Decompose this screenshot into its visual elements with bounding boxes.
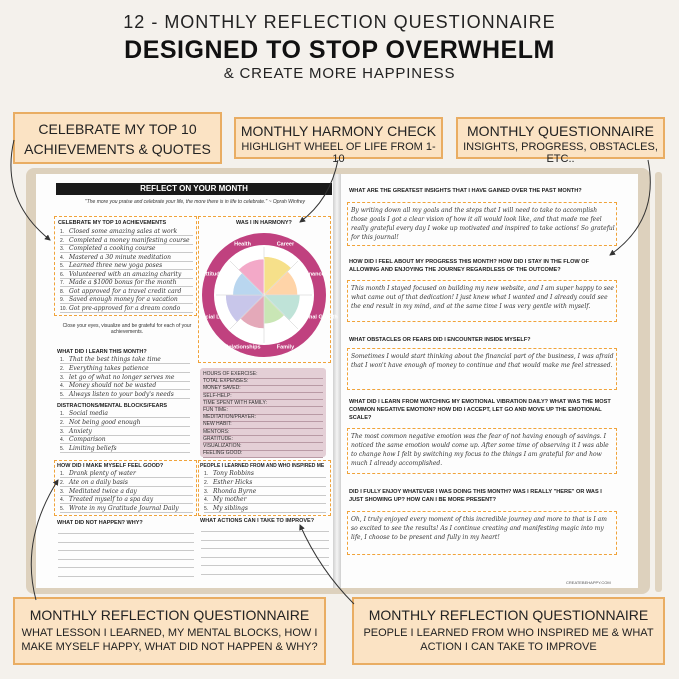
- tracker-item: HOURS OF EXERCISE:: [203, 371, 258, 377]
- achievement-item-number: 7.: [60, 280, 65, 286]
- block-item-number: 3.: [60, 428, 65, 435]
- happy-item-number: 5.: [60, 506, 65, 513]
- happy-item-number: 4.: [60, 497, 65, 504]
- tracker-item: FUN TIME:: [203, 407, 228, 413]
- achievement-item-number: 5.: [60, 263, 65, 269]
- answer-5: Oh, I truly enjoyed every moment of this incredible journey and more to that is I am so excited to see the results! As I continue creating and manifesting magic into my life, I choose to be present and fully in my heart!: [351, 516, 607, 541]
- achievement-item-number: 10.: [60, 305, 67, 312]
- learn-item-number: 3.: [60, 374, 65, 381]
- wheel-label: Social Life: [198, 314, 227, 321]
- achievement-item-number: 2.: [60, 237, 65, 244]
- happy-item: Drank plenty of water: [69, 470, 136, 477]
- happy-item-number: 2.: [60, 479, 65, 486]
- achievement-item: Completed a money manifesting course: [69, 236, 190, 244]
- arrow-achievements: [11, 140, 50, 240]
- people-item: Rhonda Byrne: [213, 487, 257, 495]
- harmony-title: WAS I IN HARMONY?: [236, 220, 292, 226]
- callout-reflection-left-title: MONTHLY REFLECTION QUESTIONNAIRE: [29, 607, 310, 623]
- tracker-item: TOTAL EXPENSES:: [203, 378, 249, 385]
- tracker-item: NEW HABIT:: [203, 421, 232, 428]
- answer-1: By writing down all my goals and the steps that I will need to take to accomplish those goals I got a clear vision of how it all would look like, and that made me feel really grateful every day I woke up motivated and inspired to take actions! So grateful for this journal!: [351, 207, 615, 241]
- callout-reflection-right-title: MONTHLY REFLECTION QUESTIONNAIRE: [368, 607, 649, 623]
- achievement-item: Saved enough money for a vacation: [69, 296, 178, 303]
- achievement-item: Mastered a 30 minute meditation: [69, 253, 171, 261]
- learn-item-number: 5.: [60, 392, 65, 399]
- people-item: My siblings: [213, 505, 248, 513]
- learn-item: Money should not be wasted: [69, 382, 157, 390]
- quote: "The more you praise and celebrate your life, the more there is in life to celebrate." ~ Oprah Winfrey: [84, 199, 306, 205]
- question-2: HOW DID I FEEL ABOUT MY PROGRESS THIS MONTH? HOW DID I STAY IN THE FLOW OF ALLOWING AND ENJOYING THE JOURNEY REGARDLESS OF THE OUTCOME?: [349, 259, 590, 273]
- header-line-1: 12 - MONTHLY REFLECTION QUESTIONNAIRE: [123, 12, 556, 32]
- arrow-questionnaire: [610, 160, 650, 255]
- achievement-item-number: 9.: [60, 297, 65, 303]
- learn-item: let go of what no longer serves me: [69, 373, 175, 381]
- block-item: Not being good enough: [69, 418, 141, 426]
- answer-4: The most common negative emotion was the fear of not having enough of savings. I noticed the same emotion would come up. After some time of observing it I was able to change how I felt by switching my focus to the things I am grateful for and how much I already accomplished.: [351, 433, 609, 467]
- block-item-number: 1.: [60, 411, 65, 417]
- happy-item: Wrote in my Gratitude Journal Daily: [69, 505, 179, 513]
- learn-item: That the best things take time: [69, 356, 161, 363]
- people-item-number: 2.: [204, 479, 209, 486]
- wheel-label: Career: [276, 241, 295, 248]
- close-eyes-note: Close your eyes, visualize and be grateful for each of your achievements.: [62, 323, 192, 335]
- achievement-item: Completed a cooking course: [69, 245, 156, 252]
- question-5: DID I FULLY ENJOY WHATEVER I WAS DOING THIS MONTH? WAS I REALLY "HERE" OR WAS I JUST SHOWING UP? HOW CAN I BE MORE PRESENT?: [349, 489, 602, 503]
- people-item: Tony Robbins: [213, 470, 254, 477]
- block-item: Comparison: [69, 436, 106, 444]
- footer-url: CREATEBEHAPPY.COM: [566, 580, 611, 585]
- arrow-reflection-left: [31, 480, 58, 600]
- tracker-item: TIME SPENT WITH FAMILY:: [203, 399, 267, 406]
- learn-item-number: 4.: [60, 383, 65, 390]
- people-item-number: 5.: [204, 506, 209, 513]
- actions-title: WHAT ACTIONS CAN I TAKE TO IMPROVE?: [200, 518, 315, 524]
- callout-achievements-text: CELEBRATE MY TOP 10 ACHIEVEMENTS & QUOTES: [24, 121, 211, 157]
- arrow-reflection-right: [300, 525, 354, 604]
- achievement-item-number: 1.: [60, 229, 65, 235]
- happy-item-number: 3.: [60, 488, 65, 495]
- arrow-harmony: [300, 160, 338, 222]
- question-1: WHAT ARE THE GREATEST INSIGHTS THAT I HAVE GAINED OVER THE PAST MONTH?: [349, 188, 582, 194]
- achievements-title: CELEBRATE MY TOP 10 ACHIEVEMENTS: [58, 220, 167, 226]
- block-item: Limiting beliefs: [69, 445, 117, 453]
- question-3: WHAT OBSTACLES OR FEARS DID I ENCOUNTER INSIDE MYSELF?: [349, 337, 531, 343]
- wheel-label: Family: [276, 344, 295, 351]
- callout-questionnaire-sub: INSIGHTS, PROGRESS, OBSTACLES, ETC..: [463, 141, 658, 165]
- block-item: Social media: [69, 410, 108, 417]
- achievement-item: Made a $1000 bonus for the month: [69, 279, 177, 286]
- learn-item-number: 2.: [60, 365, 65, 372]
- reflect-banner: REFLECT ON YOUR MONTH: [56, 183, 332, 195]
- people-item-number: 4.: [204, 497, 209, 504]
- happy-item-number: 1.: [60, 471, 65, 477]
- block-item-number: 5.: [60, 446, 65, 453]
- block-item-number: 4.: [60, 437, 65, 444]
- wheel-label: Health: [234, 241, 251, 248]
- not-happen-title: WHAT DID NOT HAPPEN? WHY?: [57, 520, 143, 526]
- achievement-item: Got approved for a travel credit card: [69, 287, 182, 295]
- people-item: Esther Hicks: [213, 478, 253, 486]
- achievement-item: Learned three new yoga poses: [69, 262, 163, 269]
- happy-title: HOW DID I MAKE MYSELF FEEL GOOD?: [57, 463, 164, 469]
- achievement-item: Got pre-approved for a dream condo: [69, 304, 181, 312]
- wheel-label: Attitude: [201, 271, 223, 278]
- tracker-item: MEDITATION/PRAYER:: [203, 414, 257, 421]
- answer-2: This month I stayed focused on building my new website, and I am super happy to see what came out of that dedication! I just knew what I wanted and I already could see the end result in my mind, and at the same time I was very gentle with myself.: [351, 285, 614, 310]
- achievement-item-number: 8.: [60, 288, 65, 295]
- answer-3: Sometimes I would start thinking about the financial part of the business, I was afraid that I won't have enough of money to continue and that would make me feel stressed.: [351, 353, 614, 369]
- achievement-item-number: 4.: [60, 254, 65, 261]
- achievement-item: Volunteered with an amazing charity: [69, 270, 182, 278]
- blocks-title: DISTRACTIONS/MENTAL BLOCKS/FEARS: [57, 403, 168, 409]
- learn-item-number: 1.: [60, 357, 65, 363]
- happy-item: Treated myself to a spa day: [69, 496, 154, 504]
- header-line-3: & CREATE MORE HAPPINESS: [223, 65, 456, 82]
- callout-reflection-right-sub: PEOPLE I LEARNED FROM WHO INSPIRED ME & WHAT ACTION I CAN TAKE TO IMPROVE: [363, 627, 654, 653]
- callout-questionnaire-title: MONTHLY QUESTIONNAIRE: [467, 123, 654, 139]
- block-item-number: 2.: [60, 419, 65, 426]
- achievement-item-number: 6.: [60, 271, 65, 278]
- learn-item: Always listen to your body's needs: [69, 391, 174, 399]
- callout-harmony-sub: HIGHLIGHT WHEEL OF LIFE FROM 1-10: [241, 141, 436, 165]
- wheel-label: Relationships: [224, 344, 261, 351]
- people-item-number: 1.: [204, 471, 209, 477]
- tracker-item: SELF-HELP:: [203, 392, 232, 399]
- learn-item: Everything takes patience: [69, 364, 149, 372]
- question-4: WHAT DID I LEARN FROM WATCHING MY EMOTIONAL VIBRATION DAILY? WHAT WAS THE MOST COMMON NEGATIVE EMOTION? HOW DID I ACCEPT, LET GO AND MOVE UP THE EMOTIONAL SCALE?: [349, 399, 611, 421]
- happy-item: Meditated twice a day: [69, 487, 137, 495]
- people-item: My mother: [213, 496, 247, 504]
- callout-reflection-left-sub: WHAT LESSON I LEARNED, MY MENTAL BLOCKS, HOW I MAKE MYSELF HAPPY, WHAT DID NOT HAPPEN & WHY?: [21, 627, 318, 653]
- people-title: PEOPLE I LEARNED FROM AND WHO INSPIRED ME: [200, 463, 325, 469]
- achievement-item: Closed some amazing sales at work: [69, 228, 178, 235]
- tracker-item: VISUALIZATION:: [203, 443, 242, 449]
- tracker-item: MENTORS:: [203, 428, 230, 435]
- wheel-label: Finances: [303, 271, 328, 278]
- wheel-label: Personal Growth: [293, 314, 338, 321]
- tracker-item: GRATITUDE:: [203, 435, 233, 442]
- tracker-item: FEELING GOOD:: [203, 450, 243, 457]
- header-line-2: DESIGNED TO STOP OVERWHELM: [124, 36, 555, 64]
- learn-title: WHAT DID I LEARN THIS MONTH?: [57, 349, 147, 355]
- block-item: Anxiety: [69, 427, 92, 435]
- achievement-item-number: 3.: [60, 246, 65, 252]
- tracker-item: MONEY SAVED:: [203, 385, 241, 392]
- callout-harmony-title: MONTHLY HARMONY CHECK: [240, 123, 437, 139]
- people-item-number: 3.: [204, 488, 209, 495]
- happy-item: Ate on a daily basis: [69, 478, 129, 486]
